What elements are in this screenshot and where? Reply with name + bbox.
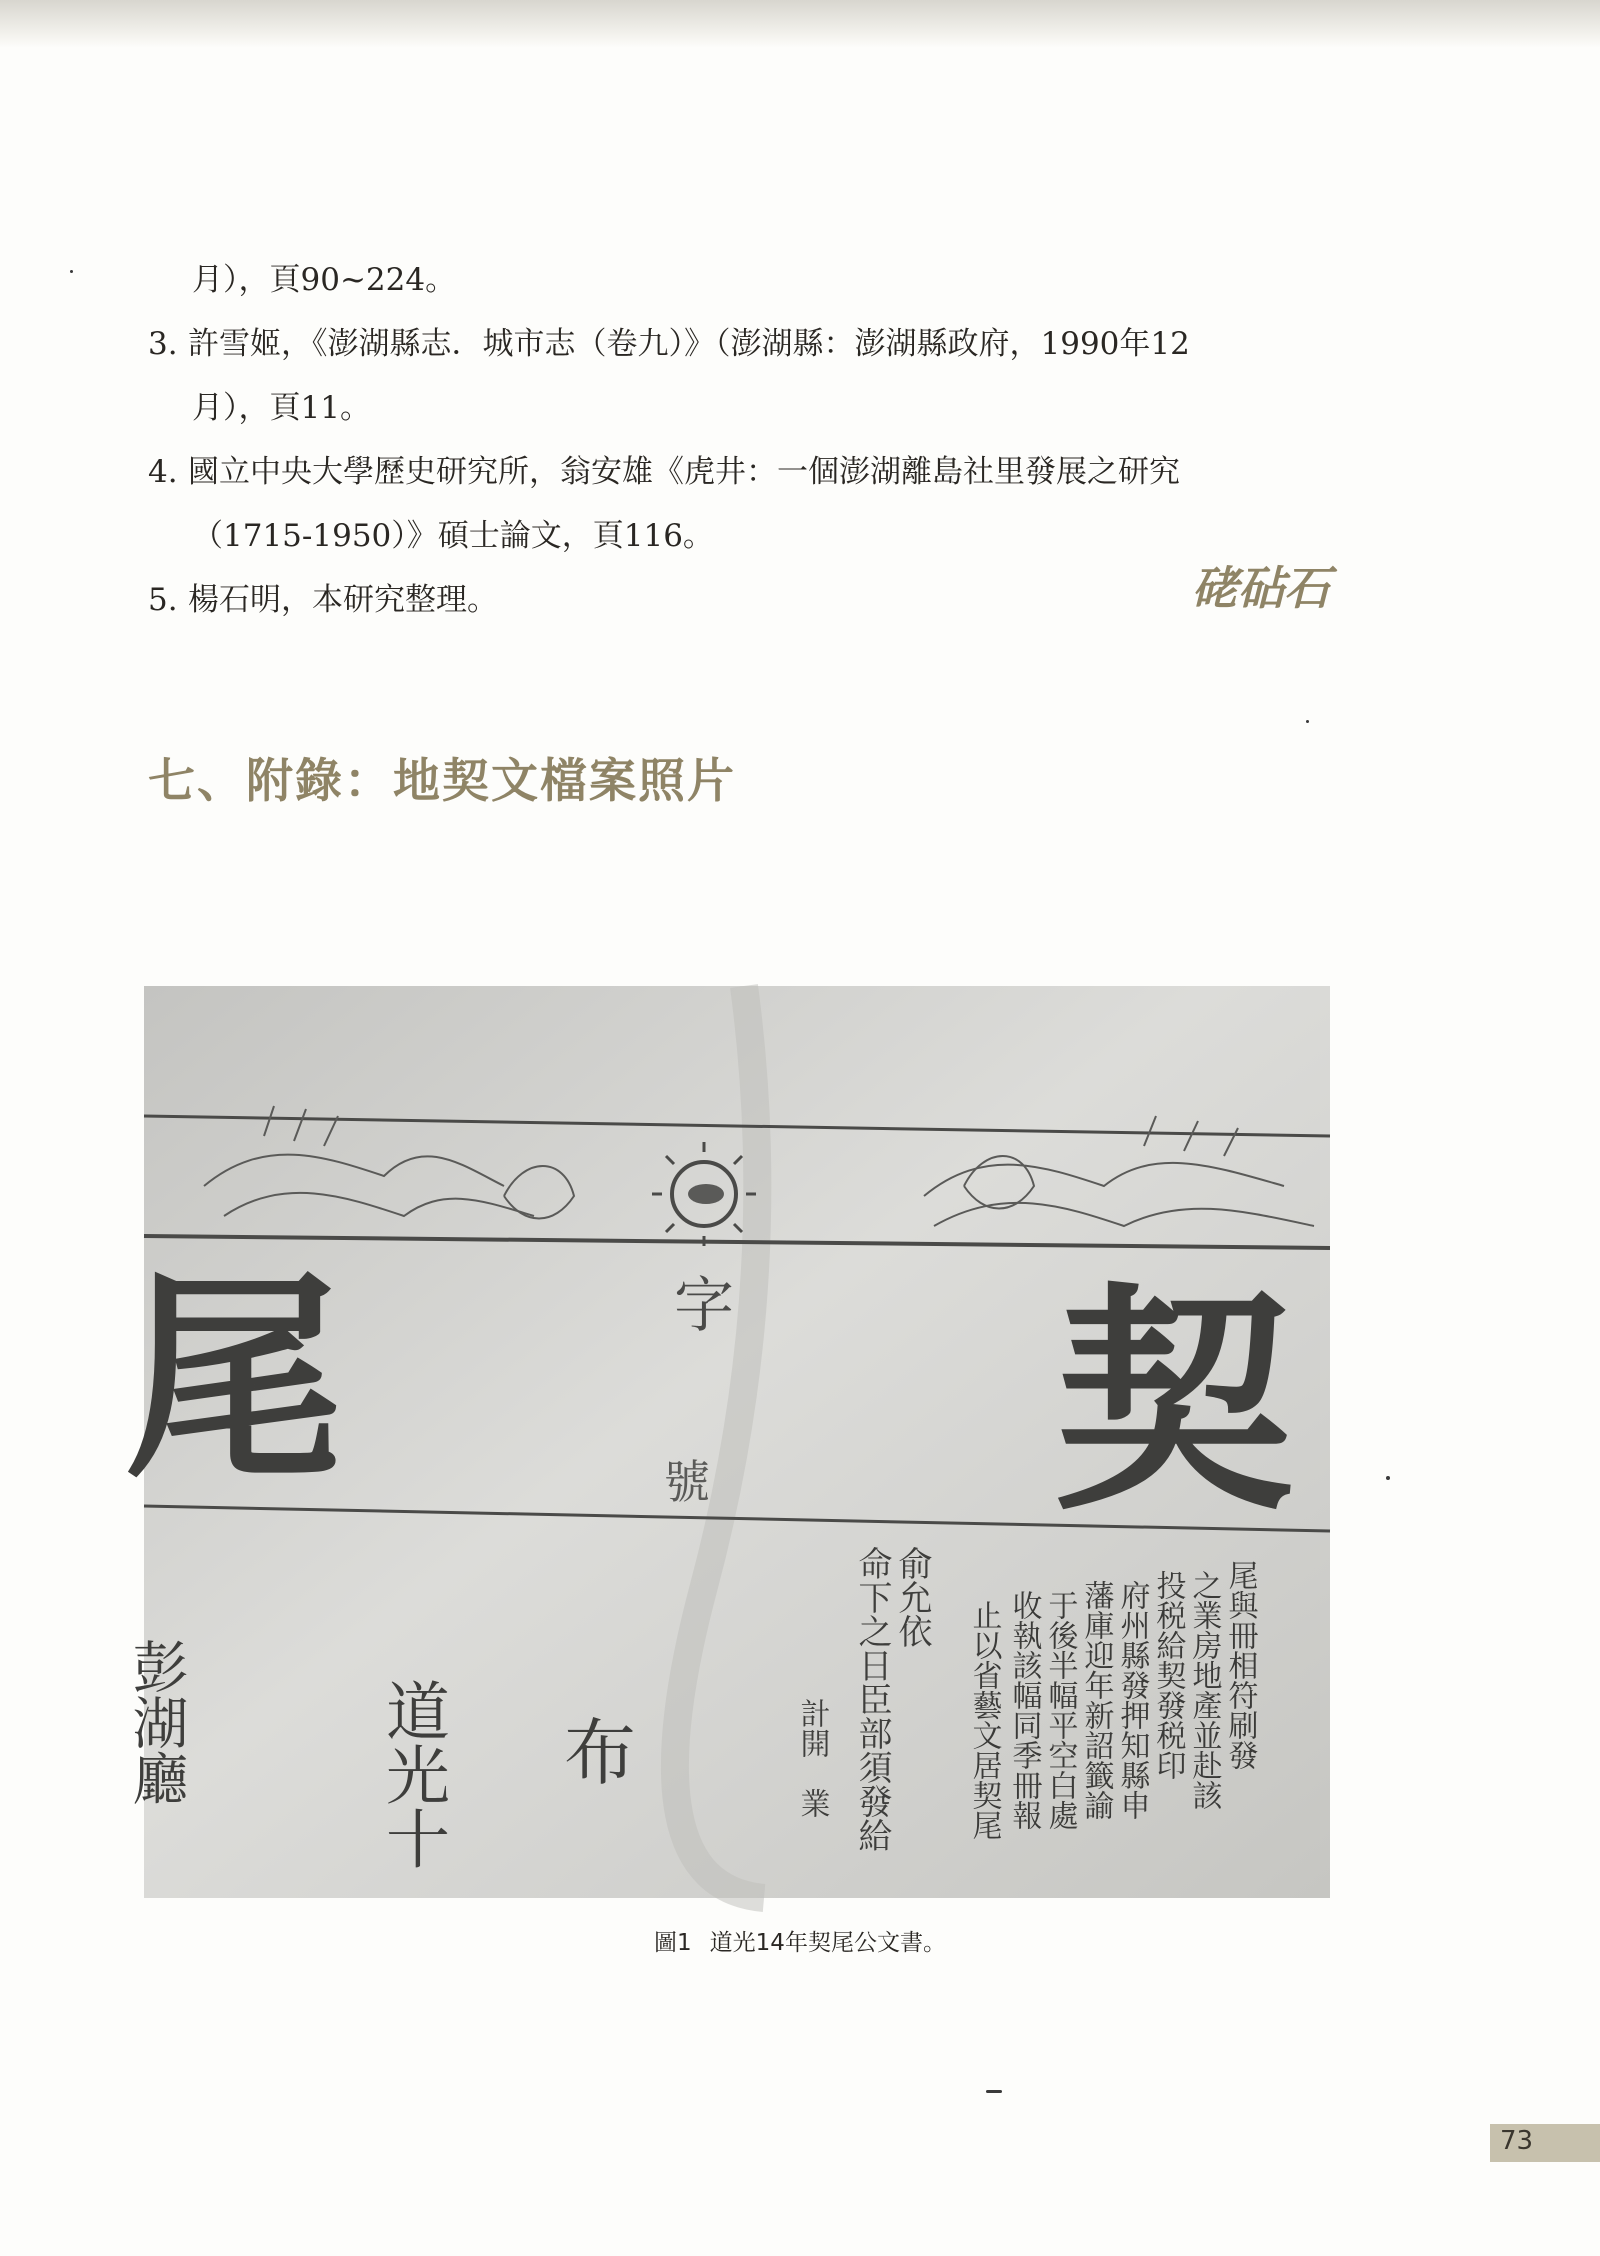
reference-item-4-continuation: （1715-1950）》碩士論文，頁116。 xyxy=(192,518,714,554)
photo-col-small-4: 藩庫迎年新詔籤諭 xyxy=(1078,1580,1114,1820)
photo-col-small-5: 府州縣發押知縣申 xyxy=(1114,1580,1150,1820)
reference-text: 楊石明，本研究整理。 xyxy=(188,582,498,618)
reference-number: 5. xyxy=(148,582,178,618)
reference-number: 3. xyxy=(148,326,178,362)
reference-number: 4. xyxy=(148,454,178,490)
reference-item-3-continuation: 月），頁11。 xyxy=(192,390,371,426)
photo-col-small-1: 止以省藝文居契尾 xyxy=(966,1600,1002,1840)
photo-col-small-6: 投税給契發税印 xyxy=(1150,1570,1186,1780)
photo-col-ji: 計開 業 xyxy=(794,1698,830,1818)
reference-text: 國立中央大學歷史研究所，翁安雄《虎井：一個澎湖離島社里發展之研究 xyxy=(188,454,1180,490)
reference-list xyxy=(148,248,1348,632)
scan-speck xyxy=(70,270,73,273)
photo-col-side: 彭湖廳 xyxy=(123,1638,189,1806)
scan-speck xyxy=(1306,720,1309,723)
figure-caption xyxy=(0,1924,1600,1957)
reference-text: 許雪姬，《澎湖縣志．城市志（卷九）》（澎湖縣：澎湖縣政府，1990年12 xyxy=(188,326,1190,362)
reference-item-4 xyxy=(148,440,1348,504)
figure-caption-text: 道光14年契尾公文書。 xyxy=(709,1930,946,1956)
page-number: 73 xyxy=(1500,2126,1534,2156)
photo-col-yu: 俞允依 xyxy=(892,1546,932,1648)
scan-speck xyxy=(1386,1476,1390,1480)
photo-col-small-7: 之業房地產並赴該 xyxy=(1186,1570,1222,1810)
reference-item-2-continuation: 月），頁90~224。 xyxy=(192,262,457,298)
scan-top-edge xyxy=(0,0,1600,48)
photo-col-small-8: 尾與冊相符刷發 xyxy=(1222,1560,1258,1770)
section-title: 七、附錄：地契文檔案照片 xyxy=(148,754,736,809)
photo-col-small-2: 收執該幅同季冊報 xyxy=(1006,1590,1042,1830)
photo-char-hao: 號 xyxy=(664,1455,710,1509)
photo-char-zi: 字 xyxy=(674,1271,734,1341)
photo-col-small-3: 于後半幅平空白處 xyxy=(1042,1590,1078,1830)
photo-char-qi: 契 xyxy=(1054,1261,1295,1543)
figure-label: 圖1 xyxy=(654,1930,692,1956)
figure-photo xyxy=(123,986,1330,1898)
reference-item-5 xyxy=(148,568,1348,632)
brand-logo xyxy=(1188,552,1338,622)
photo-char-wei: 尾 xyxy=(124,1249,345,1508)
photo-col-ming: 命下之日臣部須發給 xyxy=(852,1546,892,1852)
reference-item-3 xyxy=(148,312,1348,376)
photo-col-daoguang: 道光十 xyxy=(375,1678,449,1870)
photo-col-bu: 布 xyxy=(564,1711,637,1795)
scan-speck xyxy=(986,2090,1002,2093)
brand-logo-text: 硓砧石 xyxy=(1192,561,1330,615)
